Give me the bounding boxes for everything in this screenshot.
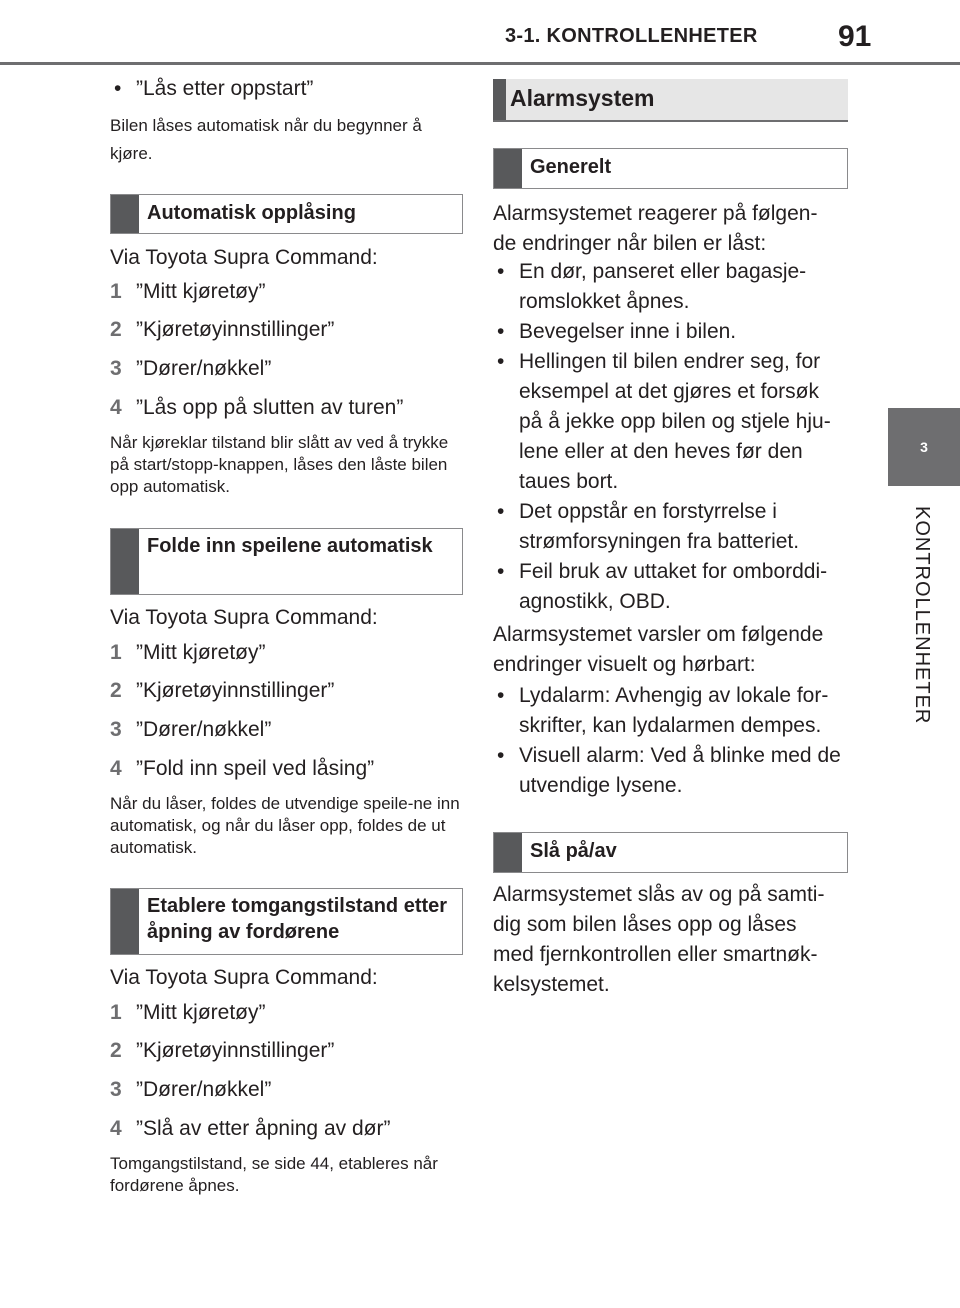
step-text: ”Mitt kjøretøy”: [136, 641, 266, 664]
section1-step-3: [110, 356, 271, 382]
list-item-text: Hellingen til bilen endrer seg, for eksempel at det gjøres et forsøk på å jekke opp bilen og stjele hju-lene eller at den heves før den taues bort.: [519, 350, 831, 493]
step-number: 4: [110, 1117, 122, 1140]
chapter-number: 3: [920, 439, 928, 455]
step-number: 3: [110, 357, 122, 380]
list-item-text: Feil bruk av uttaket for omborddi-agnostikk, OBD.: [519, 560, 828, 613]
list-item: [493, 557, 843, 617]
section-heading-idle-state: [110, 888, 463, 955]
step-number: 2: [110, 679, 122, 702]
section3-step-2: [110, 1038, 334, 1064]
heading-bar: [493, 79, 506, 120]
step-number: 1: [110, 280, 122, 303]
section2-step-4: [110, 756, 374, 782]
heading-bar: [111, 195, 139, 233]
step-number: 3: [110, 718, 122, 741]
list-item: [493, 347, 843, 497]
section1-step-1: [110, 279, 265, 305]
subheading-title: Slå på/av: [530, 840, 617, 862]
step-number: 2: [110, 1039, 122, 1062]
list-item-text: Lydalarm: Avhengig av lokale for-skrifter, kan lydalarmen dempes.: [519, 684, 829, 737]
page-number: 91: [838, 20, 872, 53]
list-item: [493, 741, 843, 801]
list-item-text: En dør, panseret eller bagasje-romslokket åpnes.: [519, 260, 807, 313]
top-bullet-text: ”Lås etter oppstart”: [136, 77, 314, 100]
step-text: ”Kjøretøyinnstillinger”: [136, 1039, 335, 1062]
step-text: ”Dører/nøkkel”: [136, 357, 272, 380]
section1-note: Når kjøreklar tilstand blir slått av ved å trykke på start/stopp-knappen, låses den låste bilen opp automatisk.: [110, 433, 449, 496]
section2-step-1: [110, 640, 265, 666]
section1-intro: Via Toyota Supra Command:: [110, 246, 378, 269]
section-title: 3-1. KONTROLLENHETER: [505, 25, 758, 47]
heading-bar: [111, 889, 139, 954]
section-heading-automatic-unlock: [110, 194, 463, 234]
alarm-type-list: [493, 681, 843, 801]
step-text: ”Fold inn speil ved låsing”: [136, 757, 375, 780]
heading-title: Etablere tomgangstilstand etter åpning av fordørene: [147, 895, 448, 943]
section1-step-4: [110, 395, 403, 421]
step-text: ”Mitt kjøretøy”: [136, 1001, 266, 1024]
step-text: ”Kjøretøyinnstillinger”: [136, 318, 335, 341]
step-number: 4: [110, 396, 122, 419]
heading-bar: [494, 149, 522, 188]
general-intro-2: Alarmsystemet varsler om følgende endringer visuelt og hørbart:: [493, 623, 824, 676]
heading-title: Folde inn speilene automatisk: [147, 535, 433, 557]
list-item: [493, 497, 843, 557]
section3-intro: Via Toyota Supra Command:: [110, 966, 378, 989]
subheading-title: Generelt: [530, 156, 612, 178]
step-number: 1: [110, 641, 122, 664]
section2-step-2: [110, 678, 334, 704]
top-bullet: [110, 74, 486, 104]
section2-note: Når du låser, foldes de utvendige speile-ne inn automatisk, og når du låser opp, foldes de ut automatisk.: [110, 794, 460, 857]
step-number: 1: [110, 1001, 122, 1024]
heading-title: Automatisk opplåsing: [147, 202, 356, 224]
list-item-text: Det oppstår en forstyrrelse i strømforsyningen fra batteriet.: [519, 500, 800, 553]
heading-bar: [111, 529, 139, 594]
list-item: [493, 317, 843, 347]
general-bullet-list: [493, 257, 843, 617]
subheading-on-off: [493, 832, 848, 873]
main-heading-alarm-system: [493, 79, 848, 122]
general-intro: Alarmsystemet reagerer på følgen-de endringer når bilen er låst:: [493, 202, 818, 255]
top-note: Bilen låses automatisk når du begynner å kjøre.: [110, 116, 422, 163]
list-item-text: Visuell alarm: Ved å blinke med de utvendige lysene.: [519, 744, 841, 797]
list-item: [493, 257, 843, 317]
step-text: ”Kjøretøyinnstillinger”: [136, 679, 335, 702]
section2-step-3: [110, 717, 271, 743]
step-text: ”Dører/nøkkel”: [136, 1078, 272, 1101]
section2-intro: Via Toyota Supra Command:: [110, 606, 378, 629]
step-number: 2: [110, 318, 122, 341]
chapter-label: KONTROLLENHETER: [911, 506, 933, 725]
on-off-text: Alarmsystemet slås av og på samti-dig som bilen låses opp og låses med fjernkontrollen eller smartnøk-kelsystemet.: [493, 883, 825, 996]
chapter-tab: [888, 408, 960, 486]
section3-step-3: [110, 1077, 271, 1103]
step-text: ”Lås opp på slutten av turen”: [136, 396, 404, 419]
step-number: 4: [110, 757, 122, 780]
list-item-text: Bevegelser inne i bilen.: [519, 320, 737, 343]
step-text: ”Dører/nøkkel”: [136, 718, 272, 741]
header-rule: [0, 62, 960, 65]
section3-step-4: [110, 1116, 390, 1142]
main-title: Alarmsystem: [510, 85, 655, 111]
section3-step-1: [110, 1000, 265, 1026]
heading-bar: [494, 833, 522, 872]
section1-step-2: [110, 317, 334, 343]
step-text: ”Mitt kjøretøy”: [136, 280, 266, 303]
section3-note: Tomgangstilstand, se side 44, etableres når fordørene åpnes.: [110, 1154, 438, 1195]
step-text: ”Slå av etter åpning av dør”: [136, 1117, 391, 1140]
section-heading-fold-mirrors: [110, 528, 463, 595]
subheading-general: [493, 148, 848, 189]
list-item: [493, 681, 843, 741]
step-number: 3: [110, 1078, 122, 1101]
